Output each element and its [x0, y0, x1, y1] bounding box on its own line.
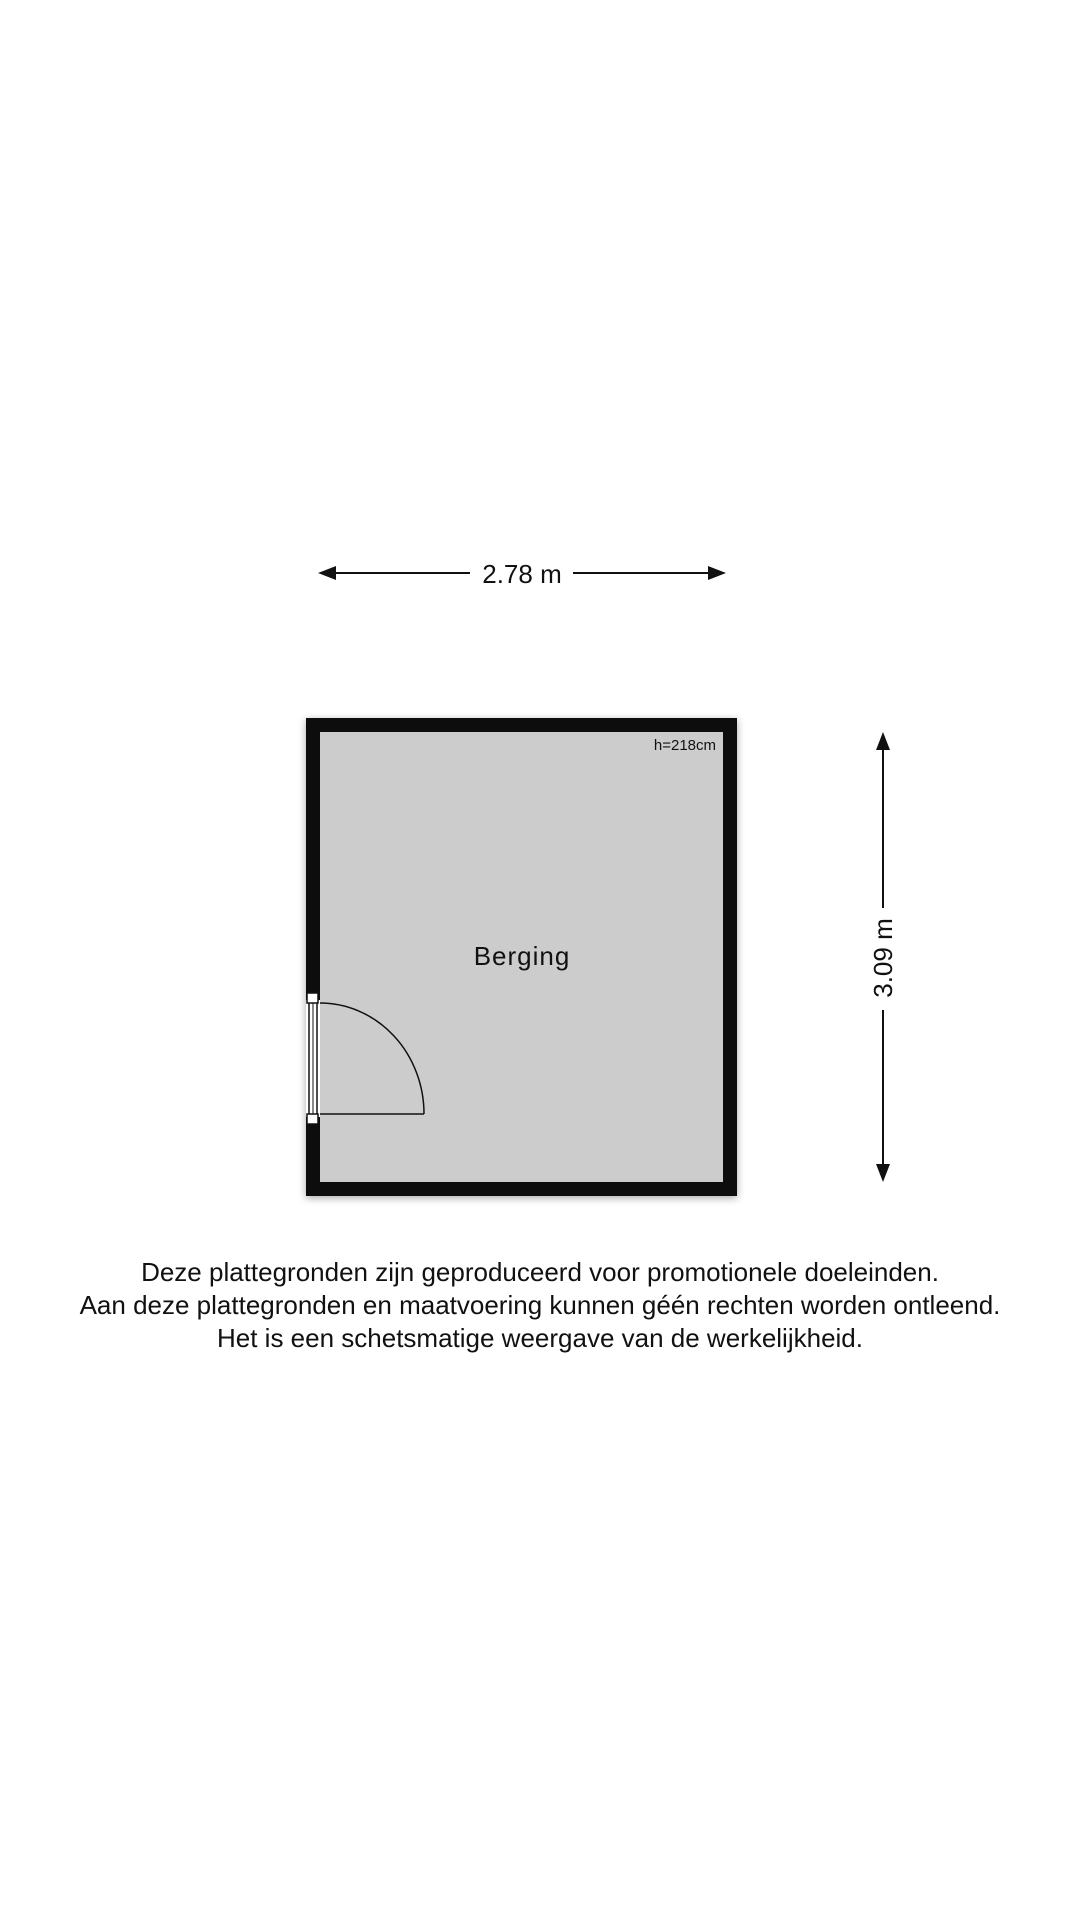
width-dimension	[318, 559, 726, 589]
arrow-right-icon	[708, 566, 726, 580]
room-name-label: Berging	[473, 941, 571, 971]
room-berging	[306, 718, 737, 1196]
room-height-label: h=218cm	[653, 737, 716, 754]
disclaimer-line-2: Aan deze plattegronden en maatvoering kunnen géén rechten worden ontleend.	[79, 1290, 1001, 1320]
door-jamb-top	[307, 993, 318, 1003]
disclaimer-line-3: Het is een schetsmatige weergave van de werkelijkheid.	[216, 1323, 863, 1353]
arrow-down-icon	[876, 1164, 890, 1182]
arrow-up-icon	[876, 732, 890, 750]
arrow-left-icon	[318, 566, 336, 580]
depth-dimension	[868, 732, 898, 1182]
disclaimer-line-1: Deze plattegronden zijn geproduceerd voor promotionele doeleinden.	[141, 1257, 939, 1287]
door-jamb-bottom	[307, 1114, 318, 1124]
width-label: 2.78 m	[482, 559, 562, 589]
disclaimer	[0, 1256, 1080, 1355]
depth-label: 3.09 m	[868, 918, 898, 998]
